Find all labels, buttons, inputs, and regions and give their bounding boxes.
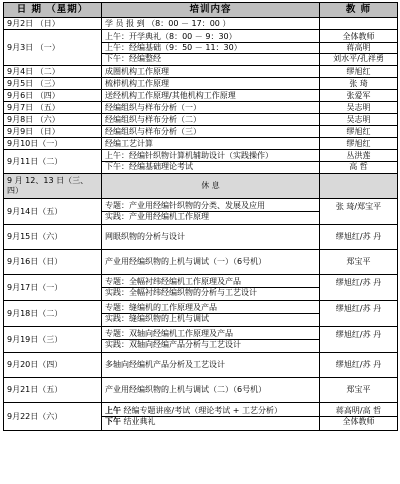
content-line: 网眼织物的分析与设计: [105, 232, 185, 241]
teacher-line: 张 琦/郑宝平: [335, 201, 382, 211]
schedule-body: [4, 18, 398, 431]
row-date: 9月11日（二）: [4, 150, 102, 174]
table-row: [4, 126, 398, 138]
table-row: [4, 66, 398, 78]
teacher-line: [323, 340, 394, 350]
row-date: 9月19日（三）: [4, 327, 102, 353]
row-date: 9月3日 （一）: [4, 30, 102, 66]
row-content: [102, 301, 320, 327]
row-date: 9月7日 （五）: [4, 102, 102, 114]
content-line: 实践：缝编织物的上机与调试: [105, 314, 209, 323]
content-line: 经编组织与样布分析（一）: [105, 102, 201, 112]
content-line: 专题：缝编机的工作原理及产品: [102, 303, 319, 314]
table-row: [4, 225, 398, 250]
row-teacher: [320, 403, 398, 431]
schedule-table-container: [3, 2, 397, 431]
table-row: [4, 102, 398, 114]
table-row: [4, 30, 398, 66]
row-teacher: [320, 174, 398, 199]
header-row: [4, 3, 398, 18]
content-line: 上午 经编专题讲座/考试（理论考试 + 工艺分析）: [102, 406, 319, 417]
row-date: 9月18日（二）: [4, 301, 102, 327]
teacher-line: 郑宝平: [346, 385, 371, 394]
row-content: [102, 90, 320, 102]
teacher-line: 张爱军: [346, 90, 371, 100]
table-row: [4, 78, 398, 90]
table-row: [4, 174, 398, 199]
teacher-line: [323, 181, 394, 191]
row-date: 9月14日（五）: [4, 199, 102, 225]
content-line: 产业用经编织物的上机与调试（一）（6号机）: [105, 257, 267, 266]
table-row: [4, 114, 398, 126]
row-teacher: [320, 327, 398, 353]
content-line: 上午：经编针织物计算机辅助设计（实践操作）: [102, 151, 319, 162]
row-content: [102, 327, 320, 353]
row-teacher: [320, 126, 398, 138]
content-line: 经编组织与样布分析（二）: [105, 114, 201, 124]
teacher-line: 缪旭红/苏 丹: [335, 277, 382, 287]
header-content: 培训内容: [102, 3, 320, 18]
table-row: [4, 353, 398, 378]
teacher-line: 高 哲: [349, 162, 368, 171]
row-content: [102, 150, 320, 174]
content-line: 上午：开学典礼（8：00 － 9：30）: [102, 32, 319, 43]
content-line: 成圈机构工作原理: [105, 66, 169, 76]
row-date: 9月4日 （二）: [4, 66, 102, 78]
content-line: 经编组织与样布分析（三）: [105, 126, 201, 136]
table-row: [4, 275, 398, 301]
row-date: 9月17日（一）: [4, 275, 102, 301]
schedule-table: [3, 2, 398, 431]
content-line: 梳栉机构工作原理: [105, 78, 169, 88]
header-teacher: 教 师: [320, 3, 398, 18]
row-teacher: [320, 150, 398, 174]
teacher-line: 缪旭红/苏 丹: [335, 303, 382, 313]
teacher-line: 缪旭红/苏 丹: [335, 329, 382, 339]
row-content: [102, 225, 320, 250]
row-content: [102, 66, 320, 78]
table-row: [4, 327, 398, 353]
teacher-line: 缪旭红: [346, 126, 371, 136]
row-content: [102, 30, 320, 66]
row-date: 9月16日（日）: [4, 250, 102, 275]
content-line: 休 息: [201, 181, 220, 190]
row-teacher: [320, 102, 398, 114]
row-content: [102, 78, 320, 90]
row-content: [102, 174, 320, 199]
row-teacher: [320, 66, 398, 78]
row-date: 9月20日（四）: [4, 353, 102, 378]
content-line: 专题：全幅衬纬经编机工作原理及产品: [102, 277, 319, 288]
row-teacher: [320, 114, 398, 126]
row-content: [102, 250, 320, 275]
row-date: 9 月 12、13 日（三、四）: [4, 174, 102, 199]
content-line: 产业用经编织物的上机与调试（二）（6号机）: [105, 385, 267, 394]
header-date: 日 期 （星期）: [4, 3, 102, 18]
teacher-line: 吴志明: [346, 114, 371, 124]
content-line: 实践：全幅衬纬经编织物的分析与工艺设计: [105, 288, 257, 297]
table-row: [4, 199, 398, 225]
content-line: 实践：产业用经编机工作原理: [105, 212, 209, 221]
content-line: 下午：经编基础理论考试: [105, 162, 193, 171]
row-content: [102, 114, 320, 126]
row-teacher: [320, 30, 398, 66]
row-teacher: [320, 18, 398, 30]
teacher-line: 全体教师: [342, 417, 375, 426]
teacher-line: 张 琦: [349, 78, 368, 88]
row-teacher: [320, 353, 398, 378]
table-row: [4, 138, 398, 150]
row-teacher: [320, 275, 398, 301]
teacher-line: 缪旭红: [346, 66, 371, 76]
row-teacher: [320, 138, 398, 150]
teacher-line: 蒋高明/高 哲: [320, 406, 397, 417]
row-date: 9月9日 （日）: [4, 126, 102, 138]
teacher-line: [323, 212, 394, 222]
teacher-line: [323, 288, 394, 298]
content-line: 经编工艺计算: [105, 138, 153, 148]
table-row: [4, 403, 398, 431]
teacher-line: [323, 19, 394, 29]
content-line: 送经机构工作原理/其他机构工作原理: [105, 90, 236, 100]
row-content: [102, 102, 320, 114]
table-row: [4, 378, 398, 403]
teacher-line: 缪旭红/苏 丹: [335, 360, 382, 369]
row-teacher: [320, 301, 398, 327]
teacher-line: [323, 314, 394, 324]
content-line: 实践：双轴向经编产品分析与工艺设计: [105, 340, 241, 349]
table-row: [4, 90, 398, 102]
teacher-line: 吴志明: [346, 102, 371, 112]
row-date: 9月8日 （六）: [4, 114, 102, 126]
row-date: 9月2日 （日）: [4, 18, 102, 30]
content-line: 专题：产业用经编针织物的分类、发展及应用: [102, 201, 319, 212]
row-date: 9月10日（一）: [4, 138, 102, 150]
row-date: 9月15日（六）: [4, 225, 102, 250]
row-content: [102, 126, 320, 138]
row-content: [102, 199, 320, 225]
content-line: 下午 结业典礼: [105, 417, 156, 426]
table-row: [4, 18, 398, 30]
table-row: [4, 250, 398, 275]
teacher-line: 缪旭红: [346, 138, 371, 148]
row-teacher: [320, 250, 398, 275]
row-date: 9月5日 （三）: [4, 78, 102, 90]
row-teacher: [320, 225, 398, 250]
teacher-line: 刘水平/孔祥勇: [333, 53, 384, 63]
content-line: 专题：双轴向经编机工作原理及产品: [102, 329, 319, 340]
row-date: 9月21日（五）: [4, 378, 102, 403]
content-line: 多轴向经编机产品分析及工艺设计: [105, 360, 225, 369]
row-date: 9月22日（六）: [4, 403, 102, 431]
teacher-line: 缪旭红/苏 丹: [335, 232, 382, 241]
teacher-line: 郑宝平: [346, 257, 371, 266]
content-line: 上午：经编基础（9：50 － 11：30）: [102, 43, 319, 54]
teacher-line: 蒋高明: [320, 43, 397, 54]
content-line: 下午：经编整经: [105, 53, 161, 63]
table-row: [4, 150, 398, 174]
row-teacher: [320, 199, 398, 225]
row-date: 9月6日 （四）: [4, 90, 102, 102]
row-content: [102, 275, 320, 301]
row-content: [102, 353, 320, 378]
row-teacher: [320, 90, 398, 102]
table-row: [4, 301, 398, 327]
teacher-line: 丛洪莲: [320, 151, 397, 162]
content-line: 学 员 报 到 （8：00 － 17：00 ）: [105, 18, 231, 28]
row-teacher: [320, 78, 398, 90]
row-content: [102, 378, 320, 403]
teacher-line: 全体教师: [320, 32, 397, 43]
row-teacher: [320, 378, 398, 403]
row-content: [102, 138, 320, 150]
row-content: [102, 403, 320, 431]
row-content: [102, 18, 320, 30]
